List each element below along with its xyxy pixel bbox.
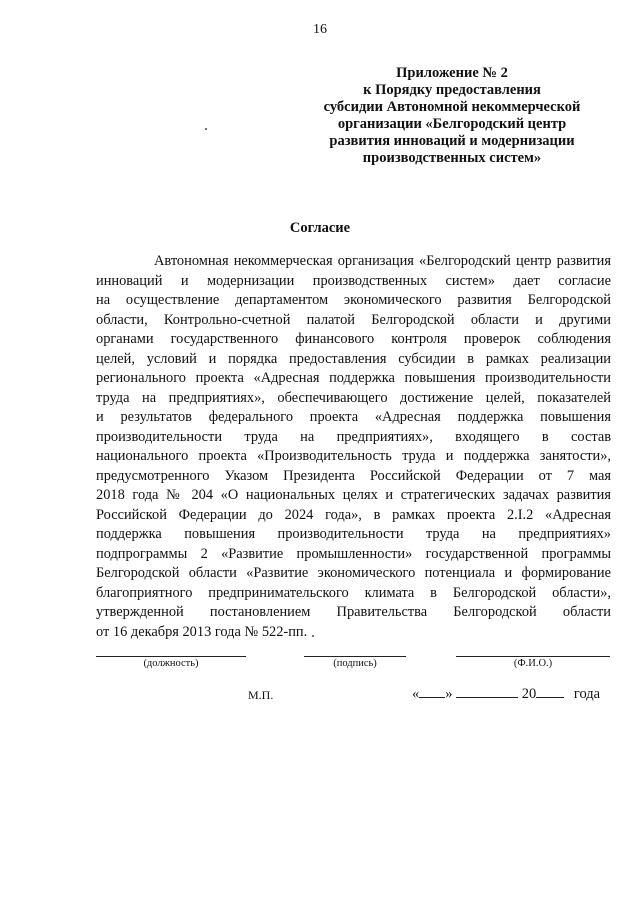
appendix-line: Приложение № 2 [396,65,508,81]
body-line: утвержденной постановлением Правительства Белгородской области [96,604,611,620]
body-line: Российской Федерации до 2024 года», в рамках проекта 2.I.2 «Адресная [96,506,611,523]
body-line: производительности труда на предприятиях», входящего в состав [96,428,611,445]
body-line: целей, условий и порядка предоставления субсидии в рамках реализации [96,350,611,367]
scan-speck [205,128,207,130]
appendix-line: развития инноваций и модернизации [329,133,575,149]
date-open-quote: « [412,686,420,702]
body-line: инноваций и модернизации производственных систем» дает согласие [96,272,611,289]
body-line: области, Контрольно-счетной палатой Белгородской области и другими [96,311,611,328]
signature-label: (подпись) [333,658,377,669]
document-title: Согласие [289,220,351,236]
stamp-placeholder: М.П. [248,688,274,702]
appendix-line: к Порядку предоставления [363,82,541,98]
body-line: национального проекта «Производительность труда и поддержка занятости», [96,448,611,464]
date-close-quote: » [445,686,453,702]
body-line: на осуществление департаментом экономического развития Белгородской [96,292,611,308]
body-line: органами государственного финансового контроля проверок соблюдения [96,331,611,347]
date-row [412,685,600,703]
position-label: (должность) [143,658,199,669]
year-blank [536,685,564,698]
body-line: благоприятного предпринимательского климата в Белгородской области», [96,584,611,601]
signature-line [304,656,406,657]
day-blank [419,685,445,698]
page-number: 16 [313,22,327,37]
appendix-line: организации «Белгородский центр [337,116,567,132]
appendix-line: производственных систем» [362,150,542,166]
scan-speck [312,635,314,637]
body-line: подпрограммы 2 «Развитие промышленности» государственной программы [96,545,611,562]
appendix-line: субсидии Автономной некоммерческой [323,99,581,115]
body-line: Белгородской области «Развитие экономического потенциала и формирование [96,565,611,581]
name-label: (Ф.И.О.) [513,658,553,669]
body-line: от 16 декабря 2013 года № 522-пп. [96,623,308,640]
body-line: труда на предприятиях», обеспечивающего достижение целей, показателей [96,389,611,406]
body-line: и результатов федерального проекта «Адресная поддержка повышения [96,409,611,425]
year-prefix: 20 [521,686,537,702]
position-signature-line [96,656,246,657]
appendix-header [302,65,602,167]
body-line: поддержка повышения производительности труда на предприятиях» [96,526,611,542]
month-blank [456,685,518,698]
name-signature-line [456,656,610,657]
body-line: Автономная некоммерческая организация «Белгородский центр развития [154,253,611,269]
body-line: регионального проекта «Адресная поддержка повышения производительности [96,370,611,386]
body-line: 2018 года № 204 «О национальных целях и стратегических задачах развития [96,487,611,503]
date-suffix: года [573,686,601,702]
consent-body [96,252,611,642]
body-line: предусмотренного Указом Президента Российской Федерации от 7 мая [96,467,611,484]
